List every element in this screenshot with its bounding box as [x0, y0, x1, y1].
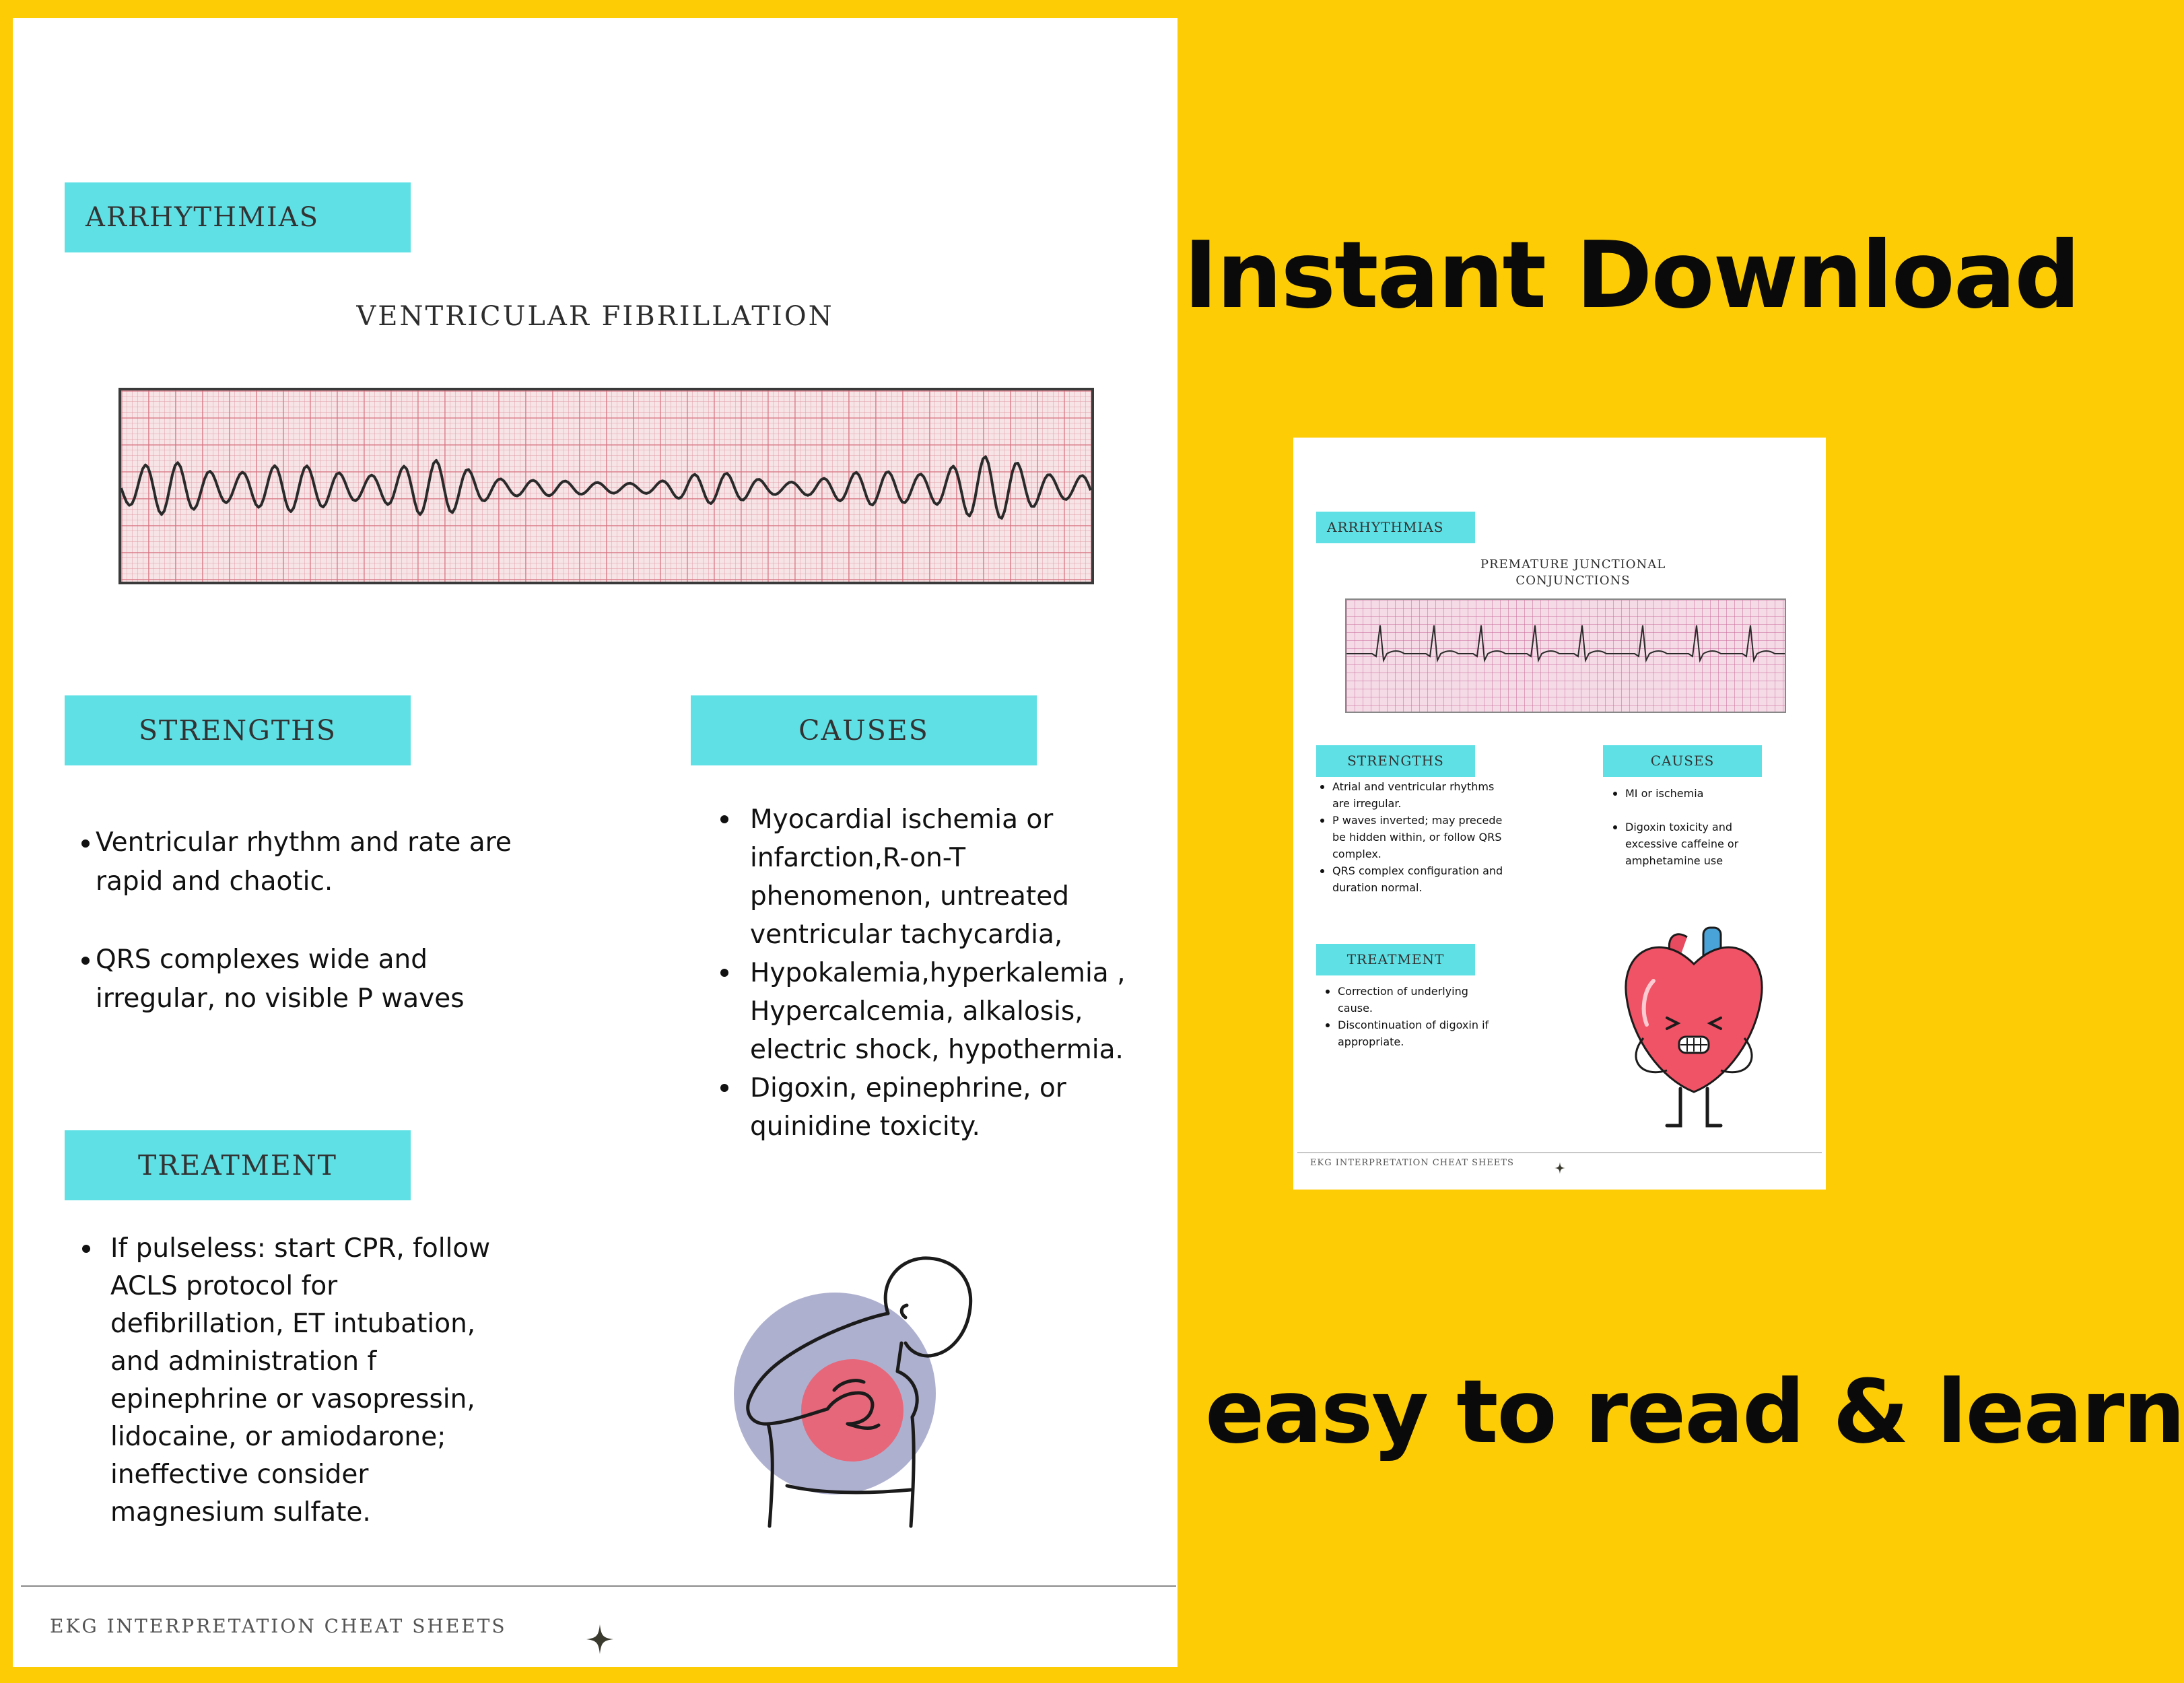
causes-heading-label: CAUSES — [798, 714, 929, 747]
list-item: Discontinuation of digoxin if appropriate. — [1338, 1017, 1493, 1050]
list-item: Digoxin toxicity and excessive caffeine or amphetamine use — [1625, 819, 1773, 869]
list-item: MI or ischemia — [1625, 785, 1773, 802]
ekg-strip — [118, 388, 1094, 584]
list-item: Correction of underlying cause. — [1338, 983, 1493, 1017]
strengths-heading-label: STRENGTHS — [138, 714, 337, 747]
footer-text: EKG INTERPRETATION CHEAT SHEETS — [50, 1615, 507, 1637]
footer-divider — [21, 1585, 1176, 1587]
strengths-list — [96, 823, 553, 1019]
preview-strengths-heading: STRENGTHS — [1316, 745, 1475, 777]
preview-strengths-list — [1332, 778, 1509, 896]
preview-causes-heading: CAUSES — [1603, 745, 1762, 777]
sparkle-icon — [586, 1624, 613, 1654]
main-cheat-sheet — [13, 18, 1178, 1667]
vfib-waveform — [121, 390, 1091, 582]
preview-ekg-strip — [1345, 598, 1786, 713]
causes-heading — [691, 695, 1037, 765]
preview-title: PREMATURE JUNCTIONAL CONJUNCTIONS — [1480, 557, 1666, 588]
preview-treatment-list — [1338, 983, 1493, 1050]
preview-cheat-sheet — [1293, 438, 1826, 1190]
category-tag-label: ARRHYTHMIAS — [86, 202, 320, 233]
strengths-heading — [65, 695, 411, 765]
page-title: VENTRICULAR FIBRILLATION — [356, 301, 834, 332]
list-item: P waves inverted; may precede be hidden within, or follow QRS complex. — [1332, 812, 1509, 862]
causes-list — [750, 800, 1127, 1146]
list-item: If pulseless: start CPR, follow ACLS protocol for defibrillation, ET intubation, and administration f epinephrine or vasopressin, lidocaine, or amiodarone; ineffective consider magnesium sulfate. — [110, 1230, 501, 1532]
preview-footer-text: EKG INTERPRETATION CHEAT SHEETS — [1310, 1158, 1514, 1168]
treatment-heading — [65, 1130, 411, 1200]
list-item: Ventricular rhythm and rate are rapid and chaotic. — [96, 823, 553, 901]
preview-treatment-heading: TREATMENT — [1316, 944, 1475, 975]
treatment-heading-label: TREATMENT — [138, 1149, 337, 1181]
pjc-waveform — [1346, 600, 1785, 712]
list-item: Myocardial ischemia or infarction,R-on-T phenomenon, untreated ventricular tachycardia, — [750, 800, 1127, 954]
heart-mascot-illustration — [1613, 924, 1775, 1146]
instant-download-headline: Instant Download — [1184, 222, 2080, 329]
list-item: QRS complex configuration and duration normal. — [1332, 862, 1509, 896]
chest-pain-illustration — [720, 1243, 1002, 1533]
list-item: Atrial and ventricular rhythms are irregular. — [1332, 778, 1509, 812]
list-item: Hypokalemia,hyperkalemia , Hypercalcemia, alkalosis, electric shock, hypothermia. — [750, 954, 1127, 1069]
preview-sparkle-icon — [1555, 1162, 1565, 1174]
preview-causes-list — [1625, 785, 1773, 869]
easy-to-read-headline: easy to read & learn — [1205, 1361, 2184, 1463]
list-item: Digoxin, epinephrine, or quinidine toxicity. — [750, 1069, 1127, 1146]
preview-category-tag: ARRHYTHMIAS — [1316, 512, 1475, 543]
list-item: QRS complexes wide and irregular, no visible P waves — [96, 940, 553, 1019]
treatment-list — [110, 1230, 501, 1532]
category-tag — [65, 182, 411, 252]
